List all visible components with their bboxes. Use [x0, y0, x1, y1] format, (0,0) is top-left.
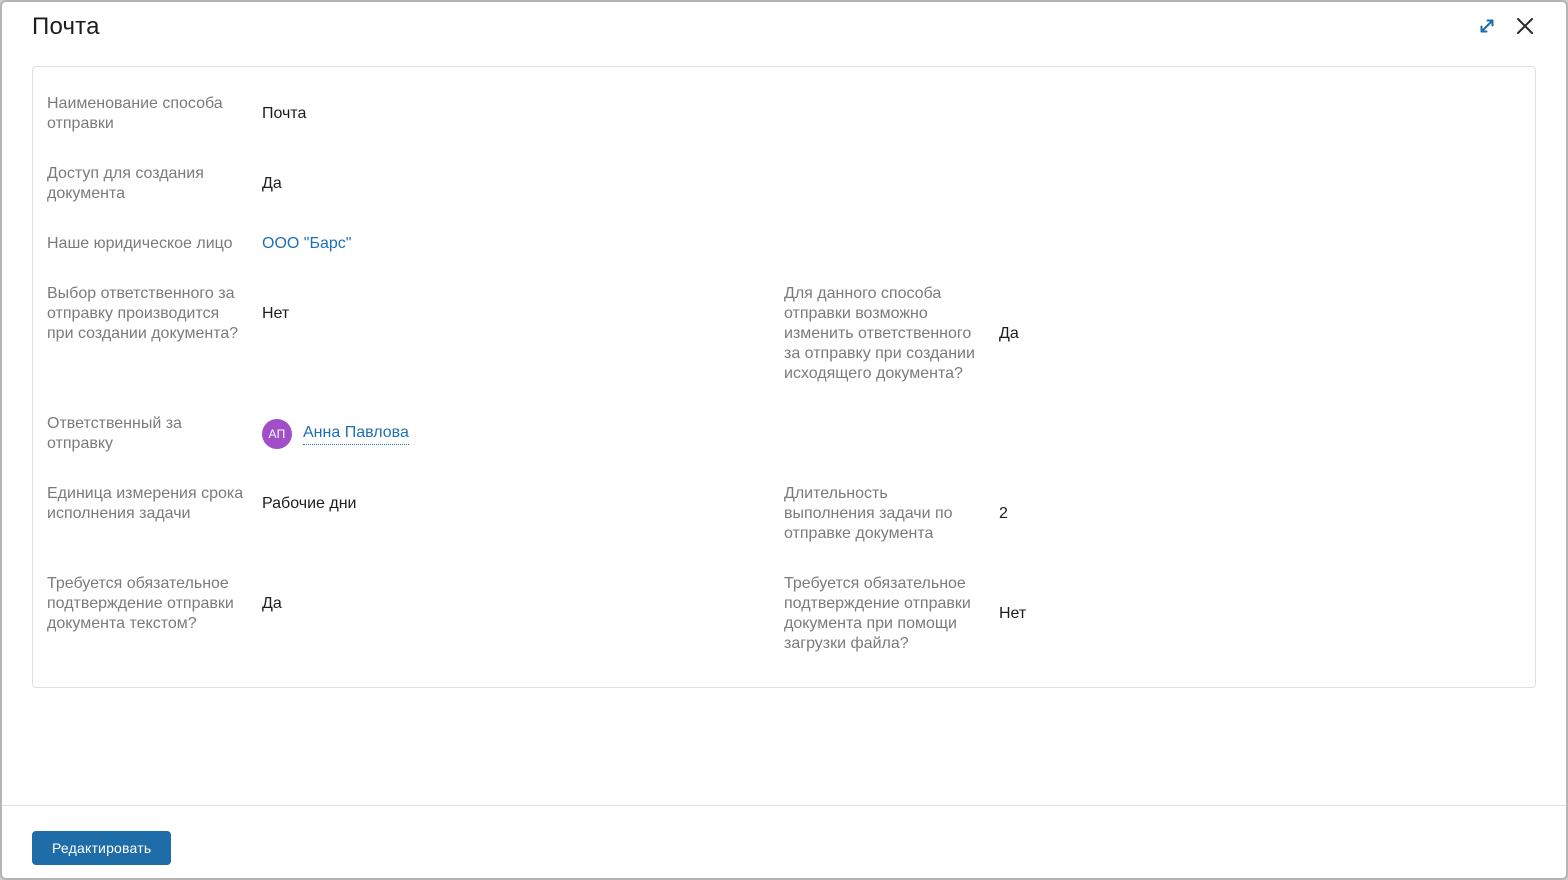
field-responsible-choice-on-create [47, 284, 784, 344]
field-row [47, 484, 1521, 544]
field-value: Почта [262, 105, 307, 122]
field-term-unit [47, 484, 784, 524]
header-actions [1474, 12, 1538, 40]
field-label: Единица измерения срока исполнения задачи [47, 485, 244, 522]
edit-button[interactable]: Редактировать [32, 831, 171, 865]
field-label: Наименование способа отправки [47, 95, 223, 132]
field-label: Требуется обязательное подтверждение отправки документа текстом? [47, 575, 234, 632]
field-value: 2 [999, 505, 1008, 522]
field-confirm-by-file-upload [784, 574, 1521, 654]
modal-header [2, 2, 1566, 66]
field-label: Ответственный за отправку [47, 415, 182, 452]
field-row [47, 94, 1521, 134]
field-task-duration [784, 484, 1521, 544]
field-confirm-by-text [47, 574, 784, 634]
field-value: Да [262, 175, 282, 192]
avatar: АП [262, 419, 292, 449]
modal-footer [2, 805, 1566, 878]
field-label: Доступ для создания документа [47, 165, 204, 202]
close-icon [1514, 15, 1536, 40]
responsible-person-link[interactable]: Анна Павлова [303, 423, 409, 445]
field-label: Требуется обязательное подтверждение отправки документа при помощи загрузки файла? [784, 575, 971, 652]
field-label: Наше юридическое лицо [47, 235, 233, 252]
legal-entity-link[interactable]: ООО "Барс" [262, 235, 352, 252]
field-value: Рабочие дни [262, 495, 357, 512]
field-label: Длительность выполнения задачи по отправке документа [784, 485, 953, 542]
field-row [47, 164, 1521, 204]
field-row [47, 414, 1521, 454]
details-panel [32, 66, 1536, 688]
field-value: Да [999, 325, 1019, 342]
field-send-method-name [47, 94, 784, 134]
field-responsible-for-sending [47, 414, 784, 454]
person-value [262, 419, 409, 449]
field-label: Для данного способа отправки возможно изменить ответственного за отправку при создании исходящего документа? [784, 285, 975, 382]
field-row [47, 234, 1521, 254]
field-can-change-responsible [784, 284, 1521, 384]
expand-icon [1477, 16, 1497, 39]
field-row [47, 574, 1521, 654]
field-access-for-creation [47, 164, 784, 204]
field-value: Да [262, 595, 282, 612]
field-legal-entity [47, 234, 784, 254]
field-row [47, 284, 1521, 384]
page-title: Почта [32, 13, 100, 40]
field-value: Нет [262, 305, 290, 322]
field-value: Нет [999, 605, 1027, 622]
content-spacer [2, 688, 1566, 805]
close-button[interactable] [1512, 14, 1538, 40]
expand-button[interactable] [1474, 14, 1500, 40]
field-label: Выбор ответственного за отправку производится при создании документа? [47, 285, 239, 342]
